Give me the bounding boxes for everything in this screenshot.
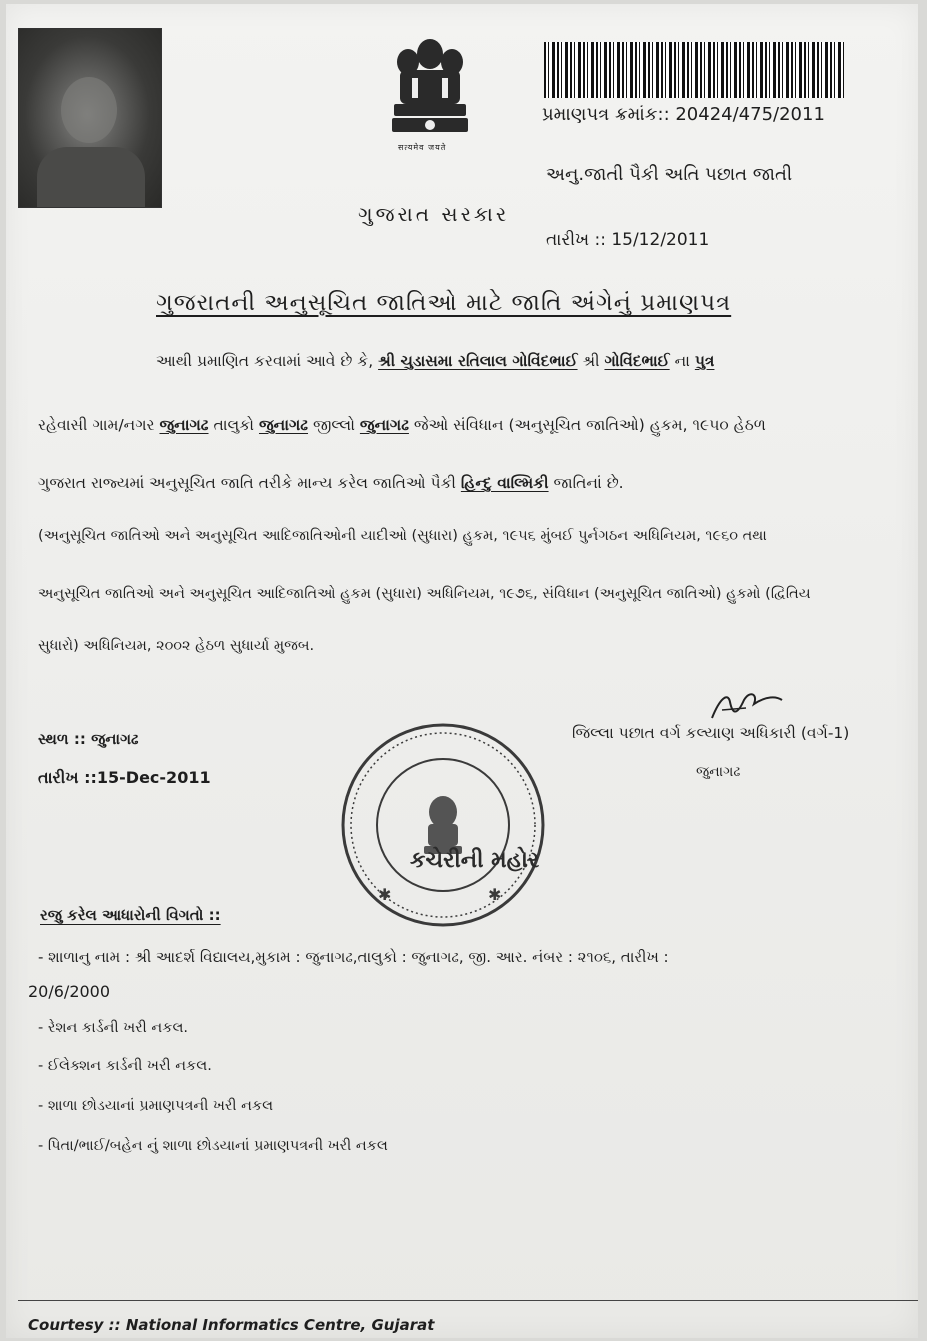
body-line-4: (અનુસૂચિત જાતિઓ અને અનુસૂચિત આદિજાતિઓની યાદીઓ (સુધારા) હુકમ, ૧૯૫૬ મુંબઈ પુર્નગઠન અધિનિયમ, ૧૯૬૦ તથા: [38, 528, 767, 544]
government-name: ગુજરાત સરકાર: [358, 202, 510, 226]
body-text: જેઓ સંવિધાન (અનુસૂચિત જાતિઓ) હુકમ, ૧૯૫૦ હેઠળ: [408, 416, 766, 434]
certificate-title: ગુજરાતની અનુસૂચિત જાતિઓ માટે જાતિ અંગેનું પ્રમાણપત્ર: [156, 290, 732, 316]
footer-divider: [18, 1300, 918, 1301]
body-text: તાલુકો: [208, 416, 259, 434]
caste-name: હિન્દુ વાલ્મિકી: [460, 474, 549, 492]
body-line-2: [38, 416, 766, 435]
svg-text:✱: ✱: [488, 885, 502, 904]
caste-category: અનુ.જાતી પૈકી અતિ પછાત જાતી: [546, 164, 793, 185]
body-line-3: [38, 474, 624, 493]
emblem-motto: सत्यमेव जयते: [398, 143, 447, 152]
body-line-5: અનુસૂચિત જાતિઓ અને અનુસૂચિત આદિજાતિઓ હુકમ (સુધારા) અધિનિયમ, ૧૯૭૬, સંવિધાન (અનુસૂચિત જાતિઓ) હુકમો (દ્વિતિય: [38, 586, 811, 602]
applicant-photo: [18, 28, 162, 208]
school-date: 20/6/2000: [28, 982, 111, 1001]
body-line-1: [156, 352, 714, 371]
issue-date: તારીખ :: 15/12/2011: [546, 230, 710, 250]
relation: પુત્ર: [694, 352, 715, 370]
documents-heading: રજુ કરેલ આધારોની વિગતો ::: [40, 906, 221, 924]
village: જુનાગઢ: [159, 416, 209, 434]
taluka: જુનાગઢ: [258, 416, 309, 434]
document-item: - શાળા છોડયાનાં પ્રમાણપત્રની ખરી નકલ: [38, 1098, 274, 1114]
officer-city: જુનાગઢ: [696, 764, 741, 780]
seal-icon: [338, 720, 548, 930]
father-name: ગોવિંદભાઈ: [604, 352, 670, 370]
officer-signature: [706, 688, 786, 724]
place-date: તારીખ ::15-Dec-2011: [38, 768, 211, 787]
office-seal: [338, 720, 548, 930]
body-text: આથી પ્રમાણિત કરવામાં આવે છે કે,: [156, 352, 379, 370]
body-text: રહેવાસી ગામ/નગર: [38, 416, 160, 434]
body-text: શ્રી: [577, 352, 605, 370]
body-text: ગુજરાત રાજ્યમાં અનુસૂચિત જાતિ તરીકે માન્ય કરેલ જાતિઓ પૈકી: [38, 474, 461, 492]
body-text: જાતિનાં છે.: [548, 474, 624, 492]
holder-name: શ્રી ચુડાસમા રતિલાલ ગોવિંદભાઈ: [378, 352, 578, 370]
certificate-page: [6, 4, 918, 1338]
seal-text: કચેરીની મહોર: [410, 848, 540, 873]
body-text: જીલ્લો: [308, 416, 360, 434]
document-item: - રેશન કાર્ડની ખરી નકલ.: [38, 1020, 189, 1036]
district: જુનાગઢ: [359, 416, 409, 434]
body-line-6: સુધારો) અધિનિયમ, ૨૦૦૨ હેઠળ સુધાર્યા મુજબ.: [38, 638, 315, 654]
officer-designation: જિલ્લા પછાત વર્ગ કલ્યાણ અધિકારી (વર્ગ-1): [572, 724, 850, 742]
document-item: - ઈલેક્શન કાર્ડની ખરી નકલ.: [38, 1058, 212, 1074]
document-item: - પિતા/ભાઈ/બહેન નું શાળા છોડયાનાં પ્રમાણપત્રની ખરી નકલ: [38, 1138, 388, 1154]
svg-text:✱: ✱: [378, 885, 392, 904]
school-detail: - શાળાનુ નામ : શ્રી આદર્શ વિદ્યાલય,મુકામ : જુનાગઢ,તાલુકો : જુનાગઢ, જી. આર. નંબર : ૨૧૦૬, તારીખ :: [38, 948, 669, 966]
barcode: [544, 42, 844, 98]
body-text: ના: [669, 352, 695, 370]
courtesy-footer: Courtesy :: National Informatics Centre, Gujarat: [28, 1316, 435, 1334]
certificate-number: પ્રમાણપત્ર ક્રમાંક:: 20424/475/2011: [542, 104, 825, 125]
national-emblem-icon: [384, 32, 476, 144]
place: સ્થળ :: જુનાગઢ: [38, 730, 139, 748]
